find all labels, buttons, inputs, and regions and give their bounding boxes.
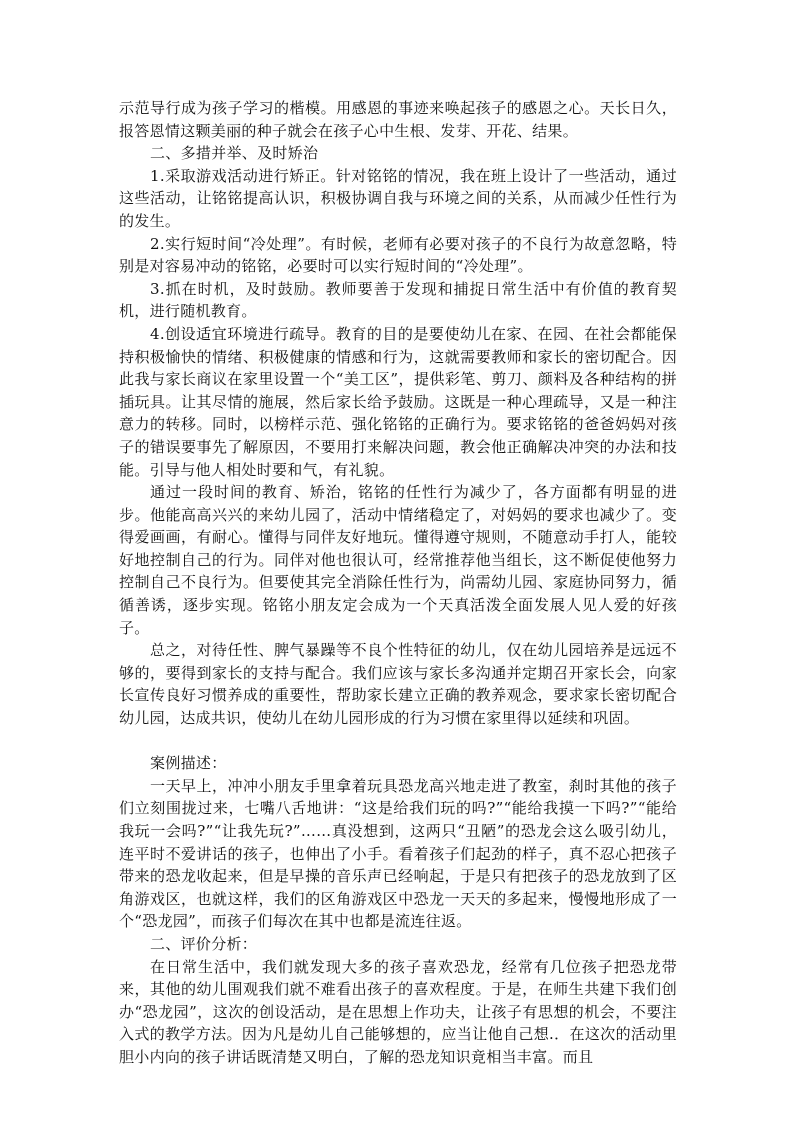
paragraph-measure-3: 3.抓在时机，及时鼓励。教师要善于发现和捕捉日常生活中有价值的教育契机，进行随机教育。	[119, 279, 677, 321]
paragraph-conclusion: 总之，对待任性、脾气暴躁等不良个性特征的幼儿，仅在幼儿园培养是远远不够的，要得到家长的支持与配合。我们应该与家长多沟通并定期召开家长会，向家长宣传良好习惯养成的重要性，帮助家长建立正确的教养观念，要求家长密切配合幼儿园，达成共识，使幼儿在幼儿园形成的行为习惯在家里得以延续和巩固。	[119, 641, 677, 728]
section-heading-evaluation: 二、评价分析：	[150, 934, 258, 953]
paragraph-measure-2: 2.实行短时间“冷处理”。有时候，老师有必要对孩子的不良行为故意忽略，特别是对容易冲动的铭铭，必要时可以实行短时间的“冷处理”。	[119, 234, 677, 276]
paragraph-measure-4: 4.创设适宜环境进行疏导。教育的目的是要使幼儿在家、在园、在社会都能保持积极愉快的情绪、积极健康的情感和行为，这就需要教师和家长的密切配合。因此我与家长商议在家里设置一个“美工区”，提供彩笔、剪刀、颜料及各种结构的拼插玩具。让其尽情的施展，然后家长给予鼓励。这既是一种心理疏导，又是一种注意力的转移。同时，以榜样示范、强化铭铭的正确行为。要求铭铭的爸爸妈妈对孩子的错误要事先了解原因，不要用打来解决问题，教会他正确解决冲突的办法和技能。引导与他人相处时要和气，有礼貌。	[119, 324, 677, 479]
paragraph-intro-continued: 示范导行成为孩子学习的楷模。用感恩的事迹来唤起孩子的感恩之心。天长日久，报答恩情这颗美丽的种子就会在孩子心中生根、发芽、开花、结果。	[119, 99, 677, 140]
paragraph-case-description: 一天早上，冲冲小朋友手里拿着玩具恐龙高兴地走进了教室，刹时其他的孩子们立刻围拢过来，七嘴八舌地讲：“这是给我们玩的吗?”“能给我摸一下吗?”“能给我玩一会吗?”“让我先玩?”……真没想到，这两只“丑陋”的恐龙会这么吸引幼儿，连平时不爱讲话的孩子，也伸出了小手。看着孩子们起劲的样子，真不忍心把孩子带来的恐龙收起来，但是早操的音乐声已经响起，于是只有把孩子的恐龙放到了区角游戏区，也就这样，我们的区角游戏区中恐龙一天天的多起来，慢慢地形成了一个“恐龙园”，而孩子们每次在其中也都是流连往返。	[119, 776, 677, 931]
paragraph-results: 通过一段时间的教育、矫治，铭铭的任性行为减少了，各方面都有明显的进步。他能高高兴兴的来幼儿园了，活动中情绪稳定了，对妈妈的要求也减少了。变得爱画画，有耐心。懂得与同伴友好地玩。懂得遵守规则，不随意动手打人，能较好地控制自己的行为。同伴对他也很认可，经常推荐他当组长，这不断促使他努力控制自己不良行为。但要使其完全消除任性行为，尚需幼儿园、家庭协同努力，循循善诱，逐步实现。铭铭小朋友定会成为一个天真活泼全面发展人见人爱的好孩子。	[119, 483, 677, 637]
document-body	[119, 97, 677, 1069]
section-heading-measures: 二、多措并举、及时矫治	[150, 144, 319, 163]
paragraph-measure-1: 1.采取游戏活动进行矫正。针对铭铭的情况，我在班上设计了一些活动，通过这些活动，让铭铭提高认识，积极协调自我与环境之间的关系，从而减少任性行为的发生。	[119, 166, 677, 230]
paragraph-evaluation: 在日常生活中，我们就发现大多的孩子喜欢恐龙，经常有几位孩子把恐龙带来，其他的幼儿围观我们就不难看出孩子的喜欢程度。于是，在师生共建下我们创办“恐龙园”，这次的创设活动，是在思想上作功夫，让孩子有思想的机会，不要注入式的教学方法。因为凡是幼儿自己能够想的，应当让他自己想.．在这次的活动里胆小内向的孩子讲话既清楚又明白，了解的恐龙知识竟相当丰富。而且	[119, 957, 677, 1066]
section-heading-case-description: 案例描述：	[150, 754, 227, 773]
blank-line	[119, 730, 677, 753]
